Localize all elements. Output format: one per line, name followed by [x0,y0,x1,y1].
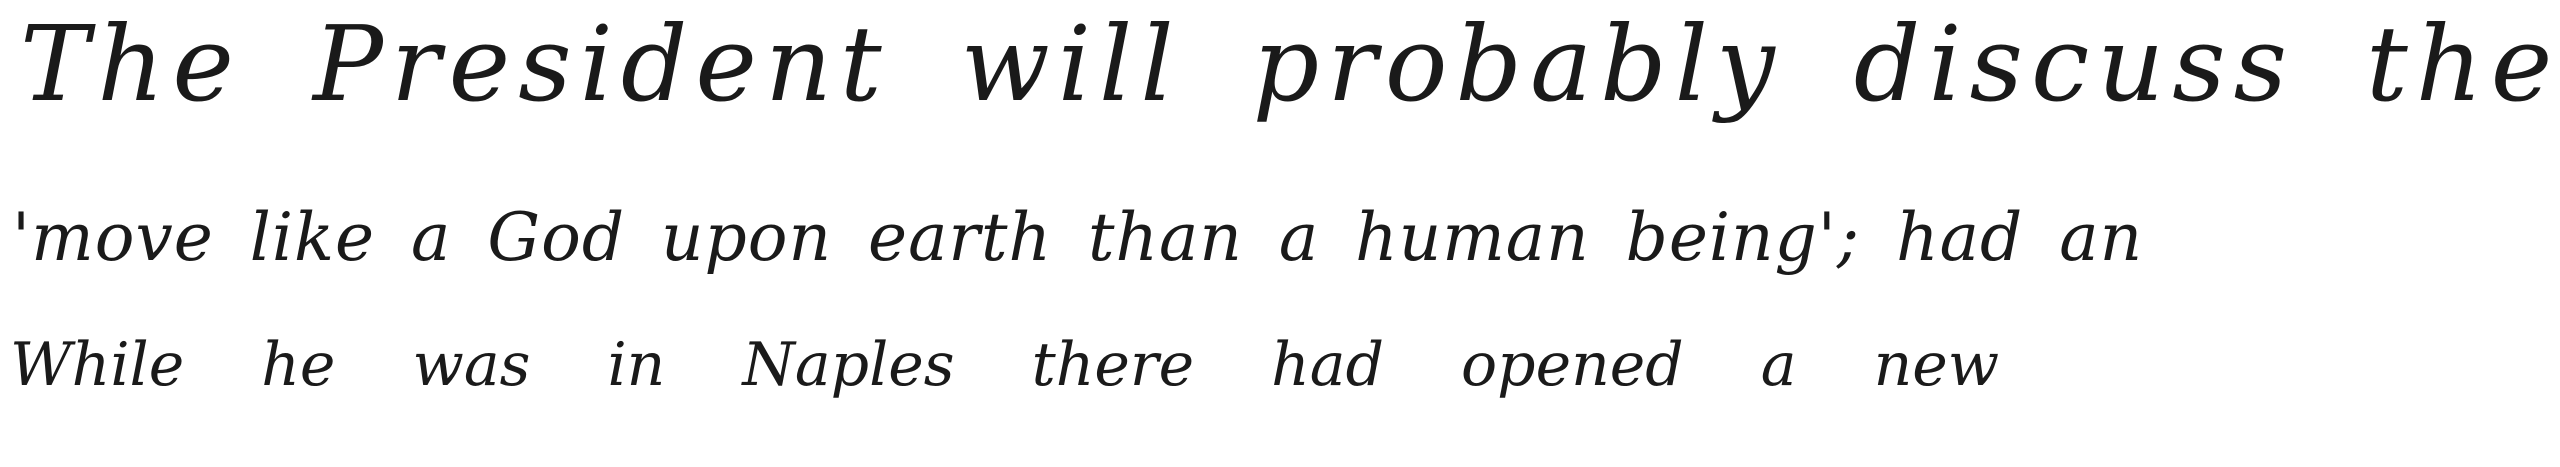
handwritten-line-3: While he was in Naples there had opened a new [10,330,2000,400]
handwritten-line-2: 'move like a God upon earth than a human being'; had an [12,199,2144,276]
handwritten-line-1: The President will probably discuss the [20,3,2560,125]
